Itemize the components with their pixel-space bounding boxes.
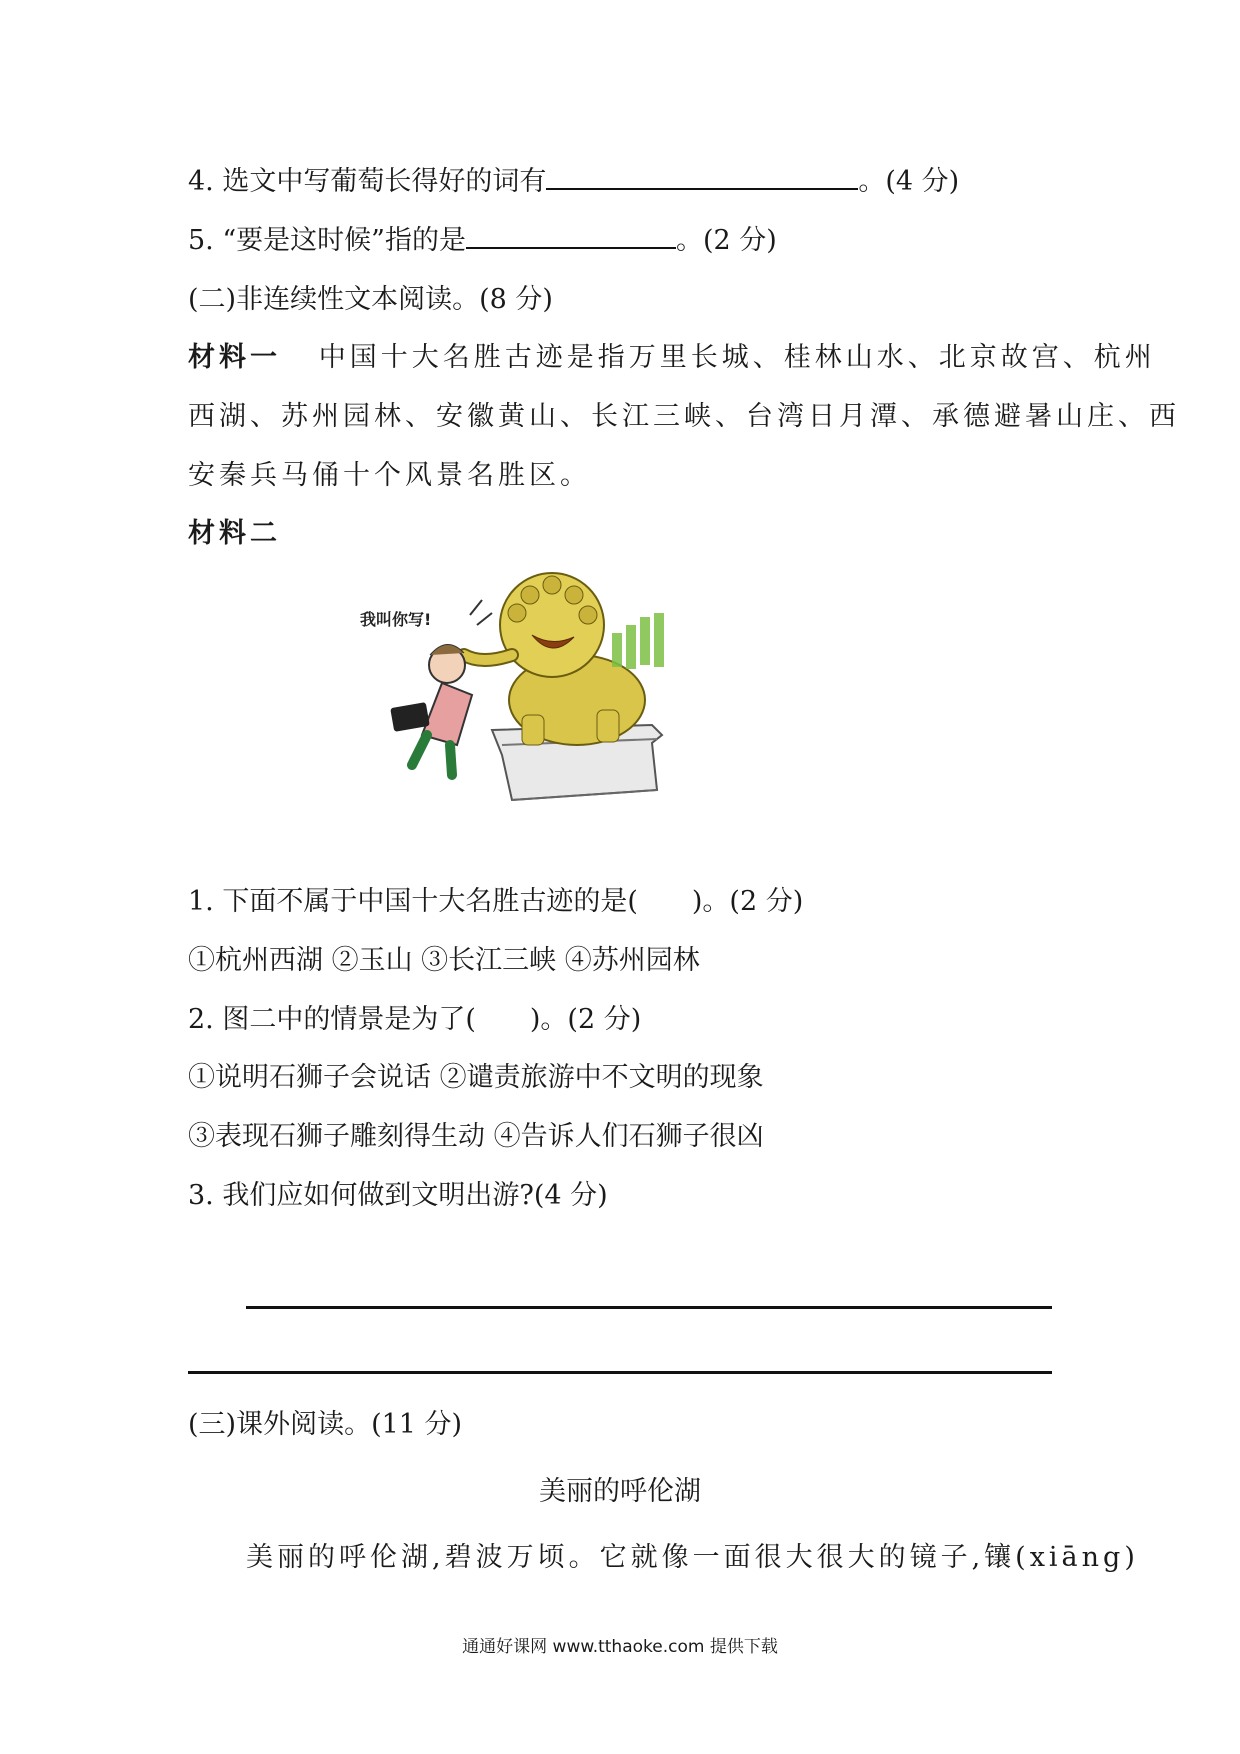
question-2-options-a: ①说明石狮子会说话 ②谴责旅游中不文明的现象 bbox=[188, 1062, 764, 1093]
cartoon-illustration bbox=[352, 555, 687, 810]
question-3: 3. 我们应如何做到文明出游?(4 分) bbox=[188, 1180, 608, 1211]
question-4-score: 。(4 分) bbox=[858, 166, 960, 197]
answer-blank[interactable] bbox=[466, 221, 676, 249]
answer-line-2[interactable] bbox=[188, 1371, 1052, 1374]
question-4-text: 4. 选文中写葡萄长得好的词有 bbox=[188, 166, 547, 197]
article-title: 美丽的呼伦湖 bbox=[539, 1476, 701, 1507]
material-2-label: 材料二 bbox=[188, 518, 281, 549]
material-1-label: 材料一 bbox=[188, 342, 281, 373]
question-5-score: 。(2 分) bbox=[675, 225, 777, 256]
question-2: 2. 图二中的情景是为了( )。(2 分) bbox=[188, 1004, 642, 1035]
section-3-title: (三)课外阅读。(11 分) bbox=[188, 1409, 463, 1440]
question-1: 1. 下面不属于中国十大名胜古迹的是( )。(2 分) bbox=[188, 886, 804, 917]
answer-line-1[interactable] bbox=[246, 1306, 1052, 1309]
material-1-text: 中国十大名胜古迹是指万里长城、桂林山水、北京故宫、杭州 bbox=[318, 342, 1156, 373]
article-first-line: 美丽的呼伦湖,碧波万顷。它就像一面很大很大的镜子,镶(xiāng) bbox=[246, 1542, 1139, 1573]
question-5 bbox=[188, 221, 777, 261]
question-4 bbox=[188, 162, 959, 202]
question-1-options: ①杭州西湖 ②玉山 ③长江三峡 ④苏州园林 bbox=[188, 945, 700, 976]
question-5-text: 5. “要是这时候”指的是 bbox=[188, 225, 466, 256]
question-2-options-b: ③表现石狮子雕刻得生动 ④告诉人们石狮子很凶 bbox=[188, 1121, 764, 1152]
speech-text: 我叫你写! bbox=[360, 610, 432, 629]
footer-credit: 通通好课网 www.tthaoke.com 提供下载 bbox=[462, 1637, 778, 1657]
material-1-line-2: 西湖、苏州园林、安徽黄山、长江三峡、台湾日月潭、承德避暑山庄、西 bbox=[188, 401, 1180, 432]
section-2-title: (二)非连续性文本阅读。(8 分) bbox=[188, 284, 553, 315]
material-1-line-3: 安秦兵马俑十个风景名胜区。 bbox=[188, 460, 591, 491]
answer-blank[interactable] bbox=[546, 162, 858, 190]
material-1-line-1 bbox=[188, 338, 1156, 378]
stone-lion-cartoon bbox=[352, 555, 687, 810]
